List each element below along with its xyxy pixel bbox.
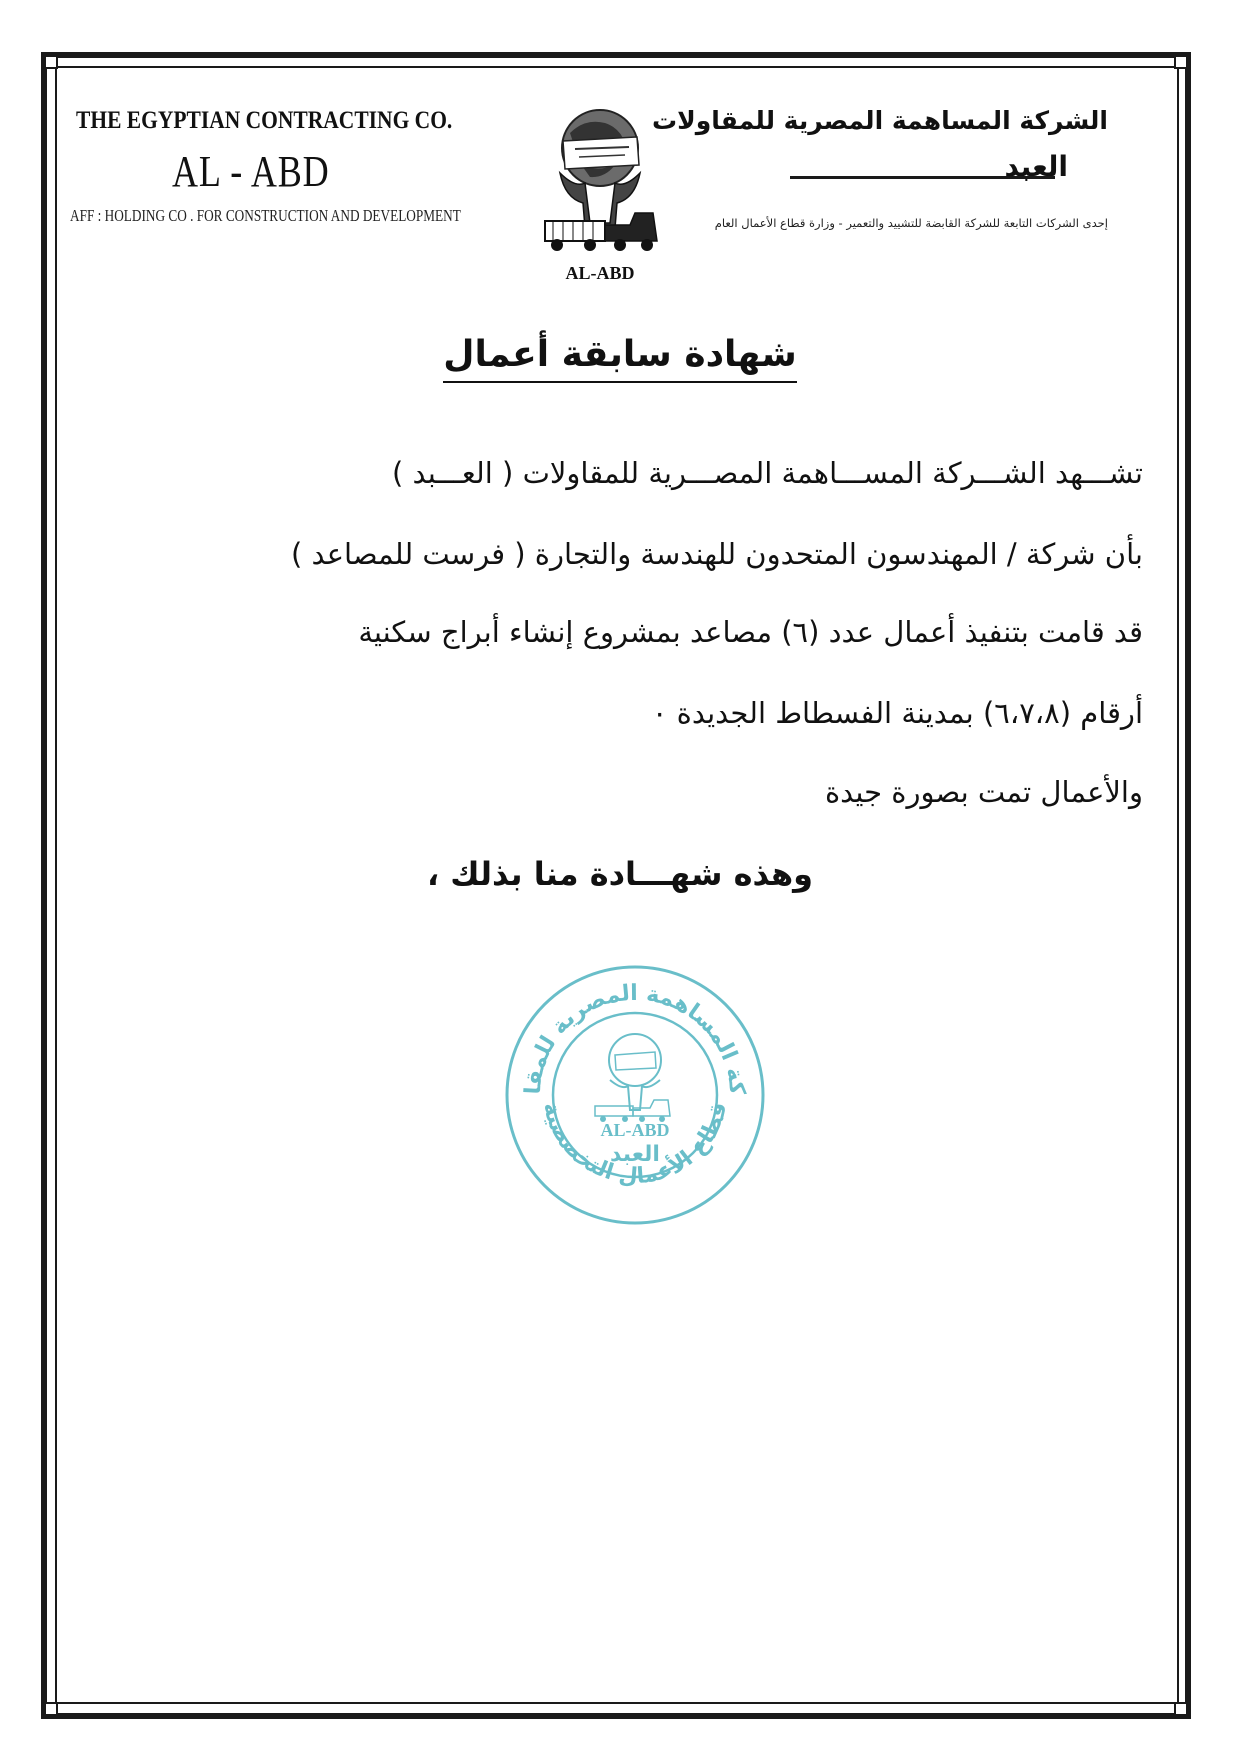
stamp-center-arabic: العبد <box>610 1142 660 1167</box>
stamp-center-english: AL-ABD <box>600 1120 670 1140</box>
body-line-4: أرقام (٦،٧،٨) بمدينة الفسطاط الجديدة ٠ <box>651 696 1143 730</box>
logo-caption: AL-ABD <box>565 263 635 283</box>
border-corner-bottom-left <box>44 1702 58 1716</box>
body-line-3: قد قامت بتنفيذ أعمال عدد (٦) مصاعد بمشروع إنشاء أبراج سكنية <box>358 615 1143 649</box>
globe-hands-truck-logo-icon <box>535 103 665 263</box>
letterhead-english-company: THE EGYPTIAN CONTRACTING CO. <box>76 107 453 134</box>
body-line-2: بأن شركة / المهندسون المتحدون للهندسة والتجارة ( فرست للمصاعد ) <box>290 537 1143 571</box>
stamp-ring-top-text: كة المساهمة المصرية للمقا <box>520 980 750 1096</box>
company-logo <box>535 103 665 288</box>
company-seal-stamp-icon <box>500 960 770 1230</box>
company-seal <box>500 960 770 1230</box>
letterhead-arabic-brand: العبد <box>1004 150 1068 183</box>
border-corner-top-right <box>1174 55 1188 69</box>
letterhead-arabic-affiliation: إحدى الشركات التابعة للشركة القابضة للتشييد والتعمير - وزارة قطاع الأعمال العام <box>714 216 1108 230</box>
letterhead-english-brand: AL - ABD <box>172 147 330 196</box>
svg-text:الشركة المساهمة المصرية للمقاو <box>500 960 749 1096</box>
body-line-5: والأعمال تمت بصورة جيدة <box>824 775 1143 809</box>
document-title <box>0 334 1240 375</box>
document-title-text: شهادة سابقة أعمال <box>443 334 796 383</box>
closing-statement: وهذه شهـــادة منا بذلك ، <box>426 855 814 893</box>
letterhead-english-affiliation: AFF : HOLDING CO . FOR CONSTRUCTION AND DEVELOPMENT <box>70 206 461 225</box>
body-line-1: تشـــهد الشـــركة المســـاهمة المصـــرية للمقاولات ( العـــبد ) <box>391 456 1143 490</box>
stamp-ring-bottom-text: قطاع الأعمال التخصصية <box>537 1100 733 1190</box>
border-corner-bottom-right <box>1174 1702 1188 1716</box>
border-corner-top-left <box>44 55 58 69</box>
letterhead-arabic-company: الشركة المساهمة المصرية للمقاولات <box>651 106 1108 135</box>
